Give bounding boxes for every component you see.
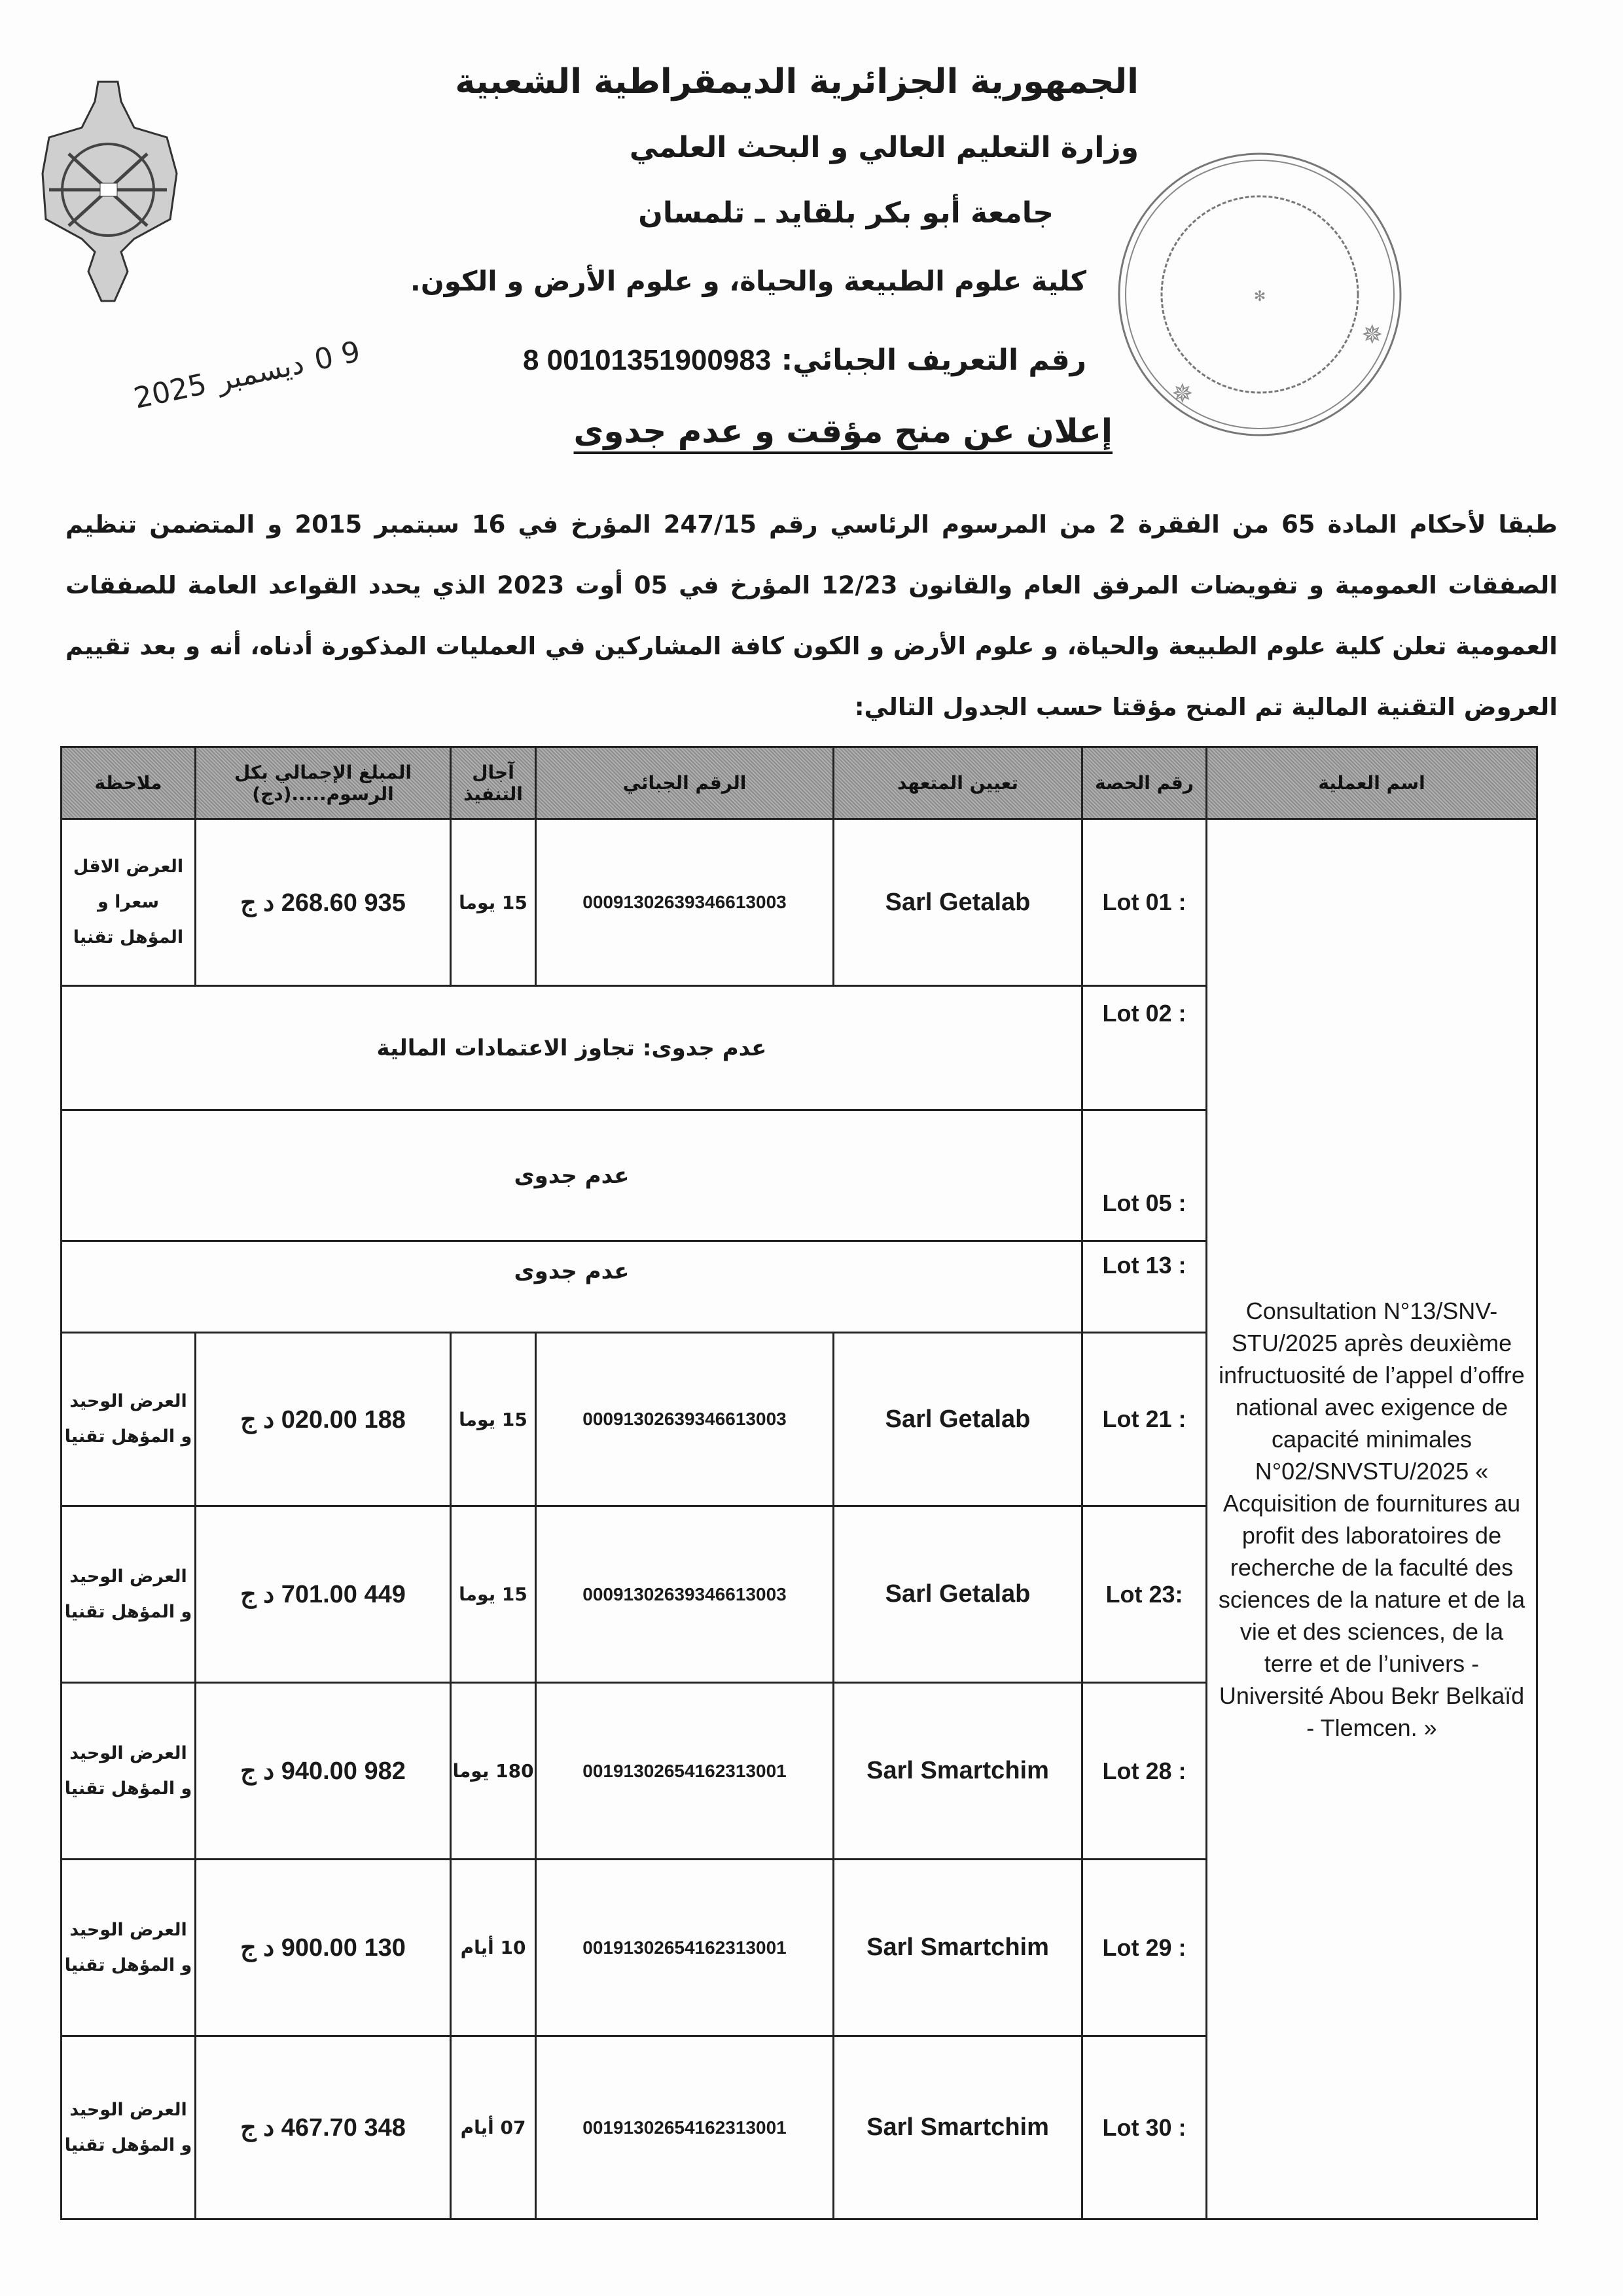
contractor-cell: Sarl Smartchim	[834, 1860, 1082, 2036]
award-table	[60, 746, 1538, 2220]
amount-cell: 130 900.00 د ج	[196, 1860, 451, 2036]
note-cell: العرض الوحيد و المؤهل تقنيا	[62, 1860, 196, 2036]
lot-cell: Lot 13 :	[1082, 1241, 1207, 1333]
note-cell: العرض الوحيد و المؤهل تقنيا	[62, 2036, 196, 2219]
date-month: ديسمبر	[214, 347, 307, 398]
contractor-cell: Sarl Getalab	[834, 1333, 1082, 1506]
lot-cell: Lot 29 :	[1082, 1860, 1207, 2036]
note-cell: العرض الوحيد و المؤهل تقنيا	[62, 1333, 196, 1506]
nif-cell: 00091302639346613003	[536, 819, 834, 986]
duration-cell: 180 يوما	[451, 1683, 536, 1860]
amount-cell: 935 268.60 د ج	[196, 819, 451, 986]
table-row	[62, 819, 1537, 986]
lot-cell: Lot 30 :	[1082, 2036, 1207, 2219]
operation-description: Consultation N°13/SNV-STU/2025 après deuxième infructuosité de l’appel d’offre national avec exigence de capacité minimales N°02/SNVSTU/2025 « Acquisition de fournitures au profit des laboratoires de recherche de la faculté des sciences de la nature et de la vie et des sciences, de la terre et de l’univers -Université Abou Bekr Belkaïd - Tlemcen. »	[1218, 1297, 1525, 1741]
intro-paragraph: طبقا لأحكام المادة 65 من الفقرة 2 من المرسوم الرئاسي رقم 247/15 المؤرخ في 16 سبتمبر 2015 و المتضمن تنظيم الصفقات العمومية و تفويضات المرفق العام والقانون 12/23 المؤرخ في 05 أوت 2023 الذي يحدد القواعد العامة للصفقات العمومية تعلن كلية علوم الطبيعة والحياة، و علوم الأرض و الكون كافة المشاركين في العمليات المذكورة أدناه، أنه و بعد تقييم العروض التقنية المالية تم المنح مؤقتا حسب الجدول التالي:	[65, 510, 1558, 721]
lot-cell: Lot 23:	[1082, 1506, 1207, 1683]
contractor-cell: Sarl Smartchim	[834, 2036, 1082, 2219]
university-heading: جامعة أبو بكر بلقايد ـ تلمسان	[638, 196, 1054, 230]
note-cell: العرض الاقل سعرا و المؤهل تقنيا	[62, 819, 196, 986]
official-stamp	[1113, 147, 1407, 442]
note-cell: العرض الوحيد و المؤهل تقنيا	[62, 1683, 196, 1860]
tax-id-value: 00101351900983 8	[522, 344, 772, 376]
duration-cell: 15 يوما	[451, 1506, 536, 1683]
date-year: 2025	[131, 367, 210, 415]
header-duration: آجال التنفيذ	[451, 747, 536, 819]
lot-cell: Lot 05 :	[1082, 1110, 1207, 1241]
infructuous-cell: عدم جدوى	[62, 1241, 1082, 1333]
amount-cell: 449 701.00 د ج	[196, 1506, 451, 1683]
contractor-cell: Sarl Smartchim	[834, 1683, 1082, 1860]
duration-cell: 15 يوما	[451, 1333, 536, 1506]
university-emblem-logo	[36, 75, 180, 311]
svg-text:✵: ✵	[1171, 379, 1194, 409]
duration-cell: 10 أيام	[451, 1860, 536, 2036]
header-amount: المبلغ الإجمالي بكل الرسوم.....(دج)	[196, 747, 451, 819]
duration-cell: 07 أيام	[451, 2036, 536, 2219]
faculty-heading: كلية علوم الطبيعة والحياة، و علوم الأرض و الكون.	[410, 265, 1086, 297]
lot-cell: Lot 01 :	[1082, 819, 1207, 986]
header-operation: اسم العملية	[1207, 747, 1537, 819]
note-cell: العرض الوحيد و المؤهل تقنيا	[62, 1506, 196, 1683]
republic-heading: الجمهورية الجزائرية الديمقراطية الشعبية	[455, 62, 1139, 101]
tax-id-label: رقم التعريف الجبائي:	[781, 344, 1086, 377]
header-contractor: تعيين المتعهد	[834, 747, 1082, 819]
amount-cell: 348 467.70 د ج	[196, 2036, 451, 2219]
svg-text:✵: ✵	[1361, 320, 1383, 350]
svg-text:✻: ✻	[1253, 289, 1266, 305]
document-title: إعلان عن منح مؤقت و عدم جدوى	[573, 412, 1113, 450]
header-lot: رقم الحصة	[1082, 747, 1207, 819]
lot-cell: Lot 02 :	[1082, 986, 1207, 1110]
lot-cell: Lot 21 :	[1082, 1333, 1207, 1506]
contractor-cell: Sarl Getalab	[834, 819, 1082, 986]
nif-cell: 00091302639346613003	[536, 1333, 834, 1506]
nif-cell: 00091302639346613003	[536, 1506, 834, 1683]
contractor-cell: Sarl Getalab	[834, 1506, 1082, 1683]
nif-cell: 00191302654162313001	[536, 1860, 834, 2036]
nif-cell: 00191302654162313001	[536, 1683, 834, 1860]
header-nif: الرقم الجبائي	[536, 747, 834, 819]
duration-cell: 15 يوما	[451, 819, 536, 986]
amount-cell: 188 020.00 د ج	[196, 1333, 451, 1506]
date-stamp	[131, 335, 363, 415]
ministry-heading: وزارة التعليم العالي و البحث العلمي	[629, 131, 1139, 164]
header-note: ملاحظة	[62, 747, 196, 819]
lot-cell: Lot 28 :	[1082, 1683, 1207, 1860]
infructuous-cell: عدم جدوى	[62, 1110, 1082, 1241]
table-header-row	[62, 747, 1537, 819]
tax-id-line	[523, 344, 1086, 377]
operation-cell	[1207, 819, 1537, 2219]
date-day: 0 9	[311, 334, 363, 378]
infructuous-cell: عدم جدوى: تجاوز الاعتمادات المالية	[62, 986, 1082, 1110]
nif-cell: 00191302654162313001	[536, 2036, 834, 2219]
amount-cell: 982 940.00 د ج	[196, 1683, 451, 1860]
